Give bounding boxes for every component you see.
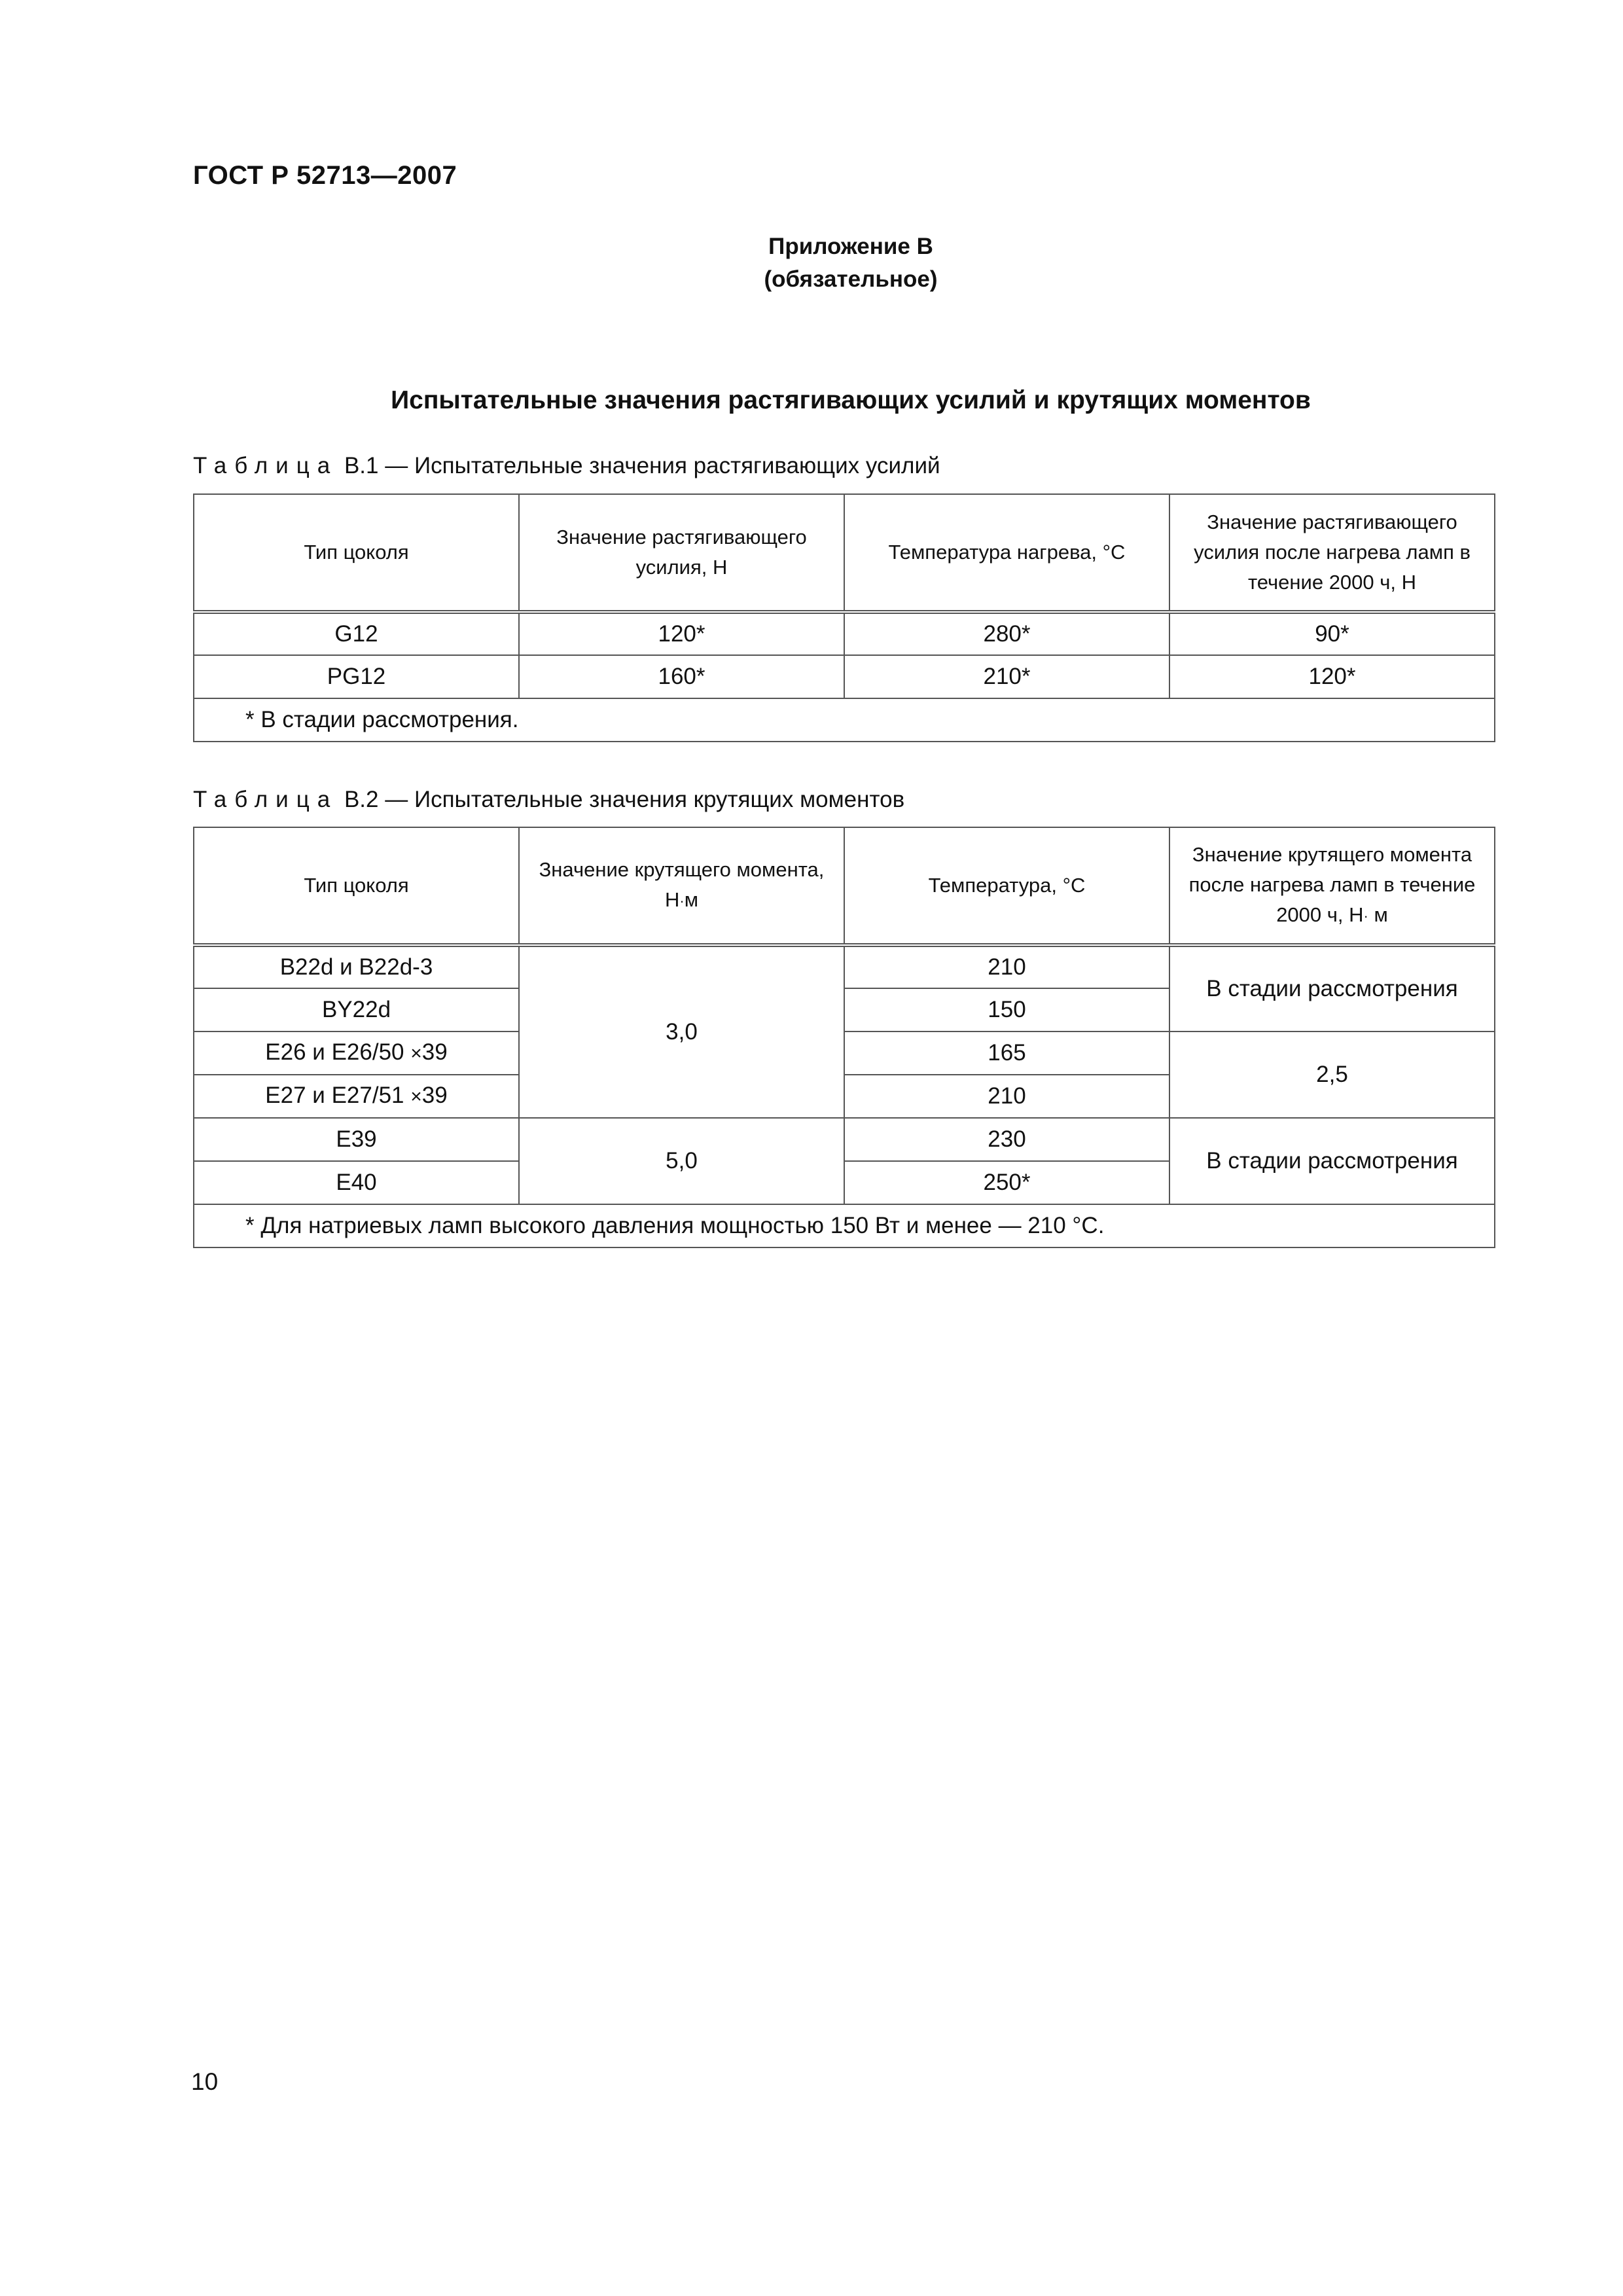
table-cell-base: ВY22d (194, 988, 519, 1031)
table-row (194, 655, 1495, 698)
base-size: 39 (421, 1083, 448, 1108)
table-cell-temperature: 250* (844, 1161, 1169, 1204)
table2-header-after-text: Значение крутящего момента после нагрева ламп в течение 2000 ч, Н (1188, 843, 1476, 927)
table-cell-after: 2,5 (1169, 1031, 1495, 1118)
section-heading: Испытательные значения растягивающих усилий и крутящих моментов (391, 386, 1311, 414)
table1-header-cell: Значение растягивающего усилия, Н (519, 494, 844, 612)
table2-caption-text: В.2 — Испытательные значения крутящих моментов (338, 787, 905, 812)
table-row (194, 1118, 1495, 1161)
table-cell-after: В стадии рассмотрения (1169, 945, 1495, 1031)
table-torque-moments (193, 827, 1495, 1248)
table-cell: 120* (1169, 655, 1495, 698)
base-text: E26 и E26/50 (265, 1039, 411, 1065)
table1-header-cell: Тип цоколя (194, 494, 519, 612)
unit-metre: м (684, 888, 699, 912)
table2-caption (193, 787, 904, 813)
base-text: E27 и E27/51 (265, 1083, 411, 1108)
table1-header-row (194, 494, 1495, 612)
table1-caption-word: Таблица (193, 453, 338, 478)
table-cell: 160* (519, 655, 844, 698)
page-number: 10 (191, 2068, 219, 2095)
table-cell: 280* (844, 612, 1169, 655)
appendix-block (0, 230, 1623, 296)
table1-footnote-row (194, 698, 1495, 742)
table-cell-base: E40 (194, 1161, 519, 1204)
appendix-status: (обязательное) (764, 266, 938, 292)
table-cell: 120* (519, 612, 844, 655)
table-cell-base (194, 1031, 519, 1075)
table-row (194, 1031, 1495, 1075)
table1-caption (193, 453, 940, 479)
table-cell-temperature: 210 (844, 1075, 1169, 1118)
table2-footnote: * Для натриевых ламп высокого давления мощностью 150 Вт и менее — 210 °С. (194, 1204, 1495, 1247)
table-tensile-forces (193, 493, 1495, 742)
table-cell: 210* (844, 655, 1169, 698)
table-cell-base: E39 (194, 1118, 519, 1161)
table2-header-cell (1169, 827, 1495, 945)
table2-caption-word: Таблица (193, 787, 338, 812)
table-cell-base: В22d и В22d-3 (194, 945, 519, 988)
table-cell-temperature: 230 (844, 1118, 1169, 1161)
table2-header-cell: Температура, °С (844, 827, 1169, 945)
table-cell-temperature: 210 (844, 945, 1169, 988)
document-code: ГОСТ Р 52713—2007 (193, 161, 457, 190)
multiply-sign: × (410, 1086, 422, 1107)
table-row (194, 945, 1495, 988)
table-cell-torque: 3,0 (519, 945, 844, 1118)
table-cell-temperature: 165 (844, 1031, 1169, 1075)
table-cell: PG12 (194, 655, 519, 698)
table2-header-row (194, 827, 1495, 945)
table2-header-torque-text: Значение крутящего момента, (539, 858, 825, 882)
table1-footnote: * В стадии рассмотрения. (194, 698, 1495, 742)
unit-dot: · (1363, 907, 1368, 924)
multiply-sign: × (410, 1043, 422, 1064)
table-row (194, 612, 1495, 655)
unit-dot: · (679, 892, 685, 909)
table-cell-after: В стадии рассмотрения (1169, 1118, 1495, 1204)
table-cell: G12 (194, 612, 519, 655)
table-cell: 90* (1169, 612, 1495, 655)
table1-header-cell: Температура нагрева, °С (844, 494, 1169, 612)
unit-newton: Н (664, 888, 680, 912)
table1-header-cell: Значение растягивающего усилия после нагрева ламп в течение 2000 ч, Н (1169, 494, 1495, 612)
table-cell-torque: 5,0 (519, 1118, 844, 1204)
table1-caption-text: В.1 — Испытательные значения растягивающих усилий (338, 453, 940, 478)
unit-metre: м (1374, 903, 1388, 927)
appendix-title: Приложение В (768, 234, 933, 259)
table-cell-temperature: 150 (844, 988, 1169, 1031)
table-cell-base (194, 1075, 519, 1118)
table2-header-cell (519, 827, 844, 945)
table2-footnote-row (194, 1204, 1495, 1247)
base-size: 39 (421, 1039, 448, 1065)
table2-header-cell: Тип цоколя (194, 827, 519, 945)
